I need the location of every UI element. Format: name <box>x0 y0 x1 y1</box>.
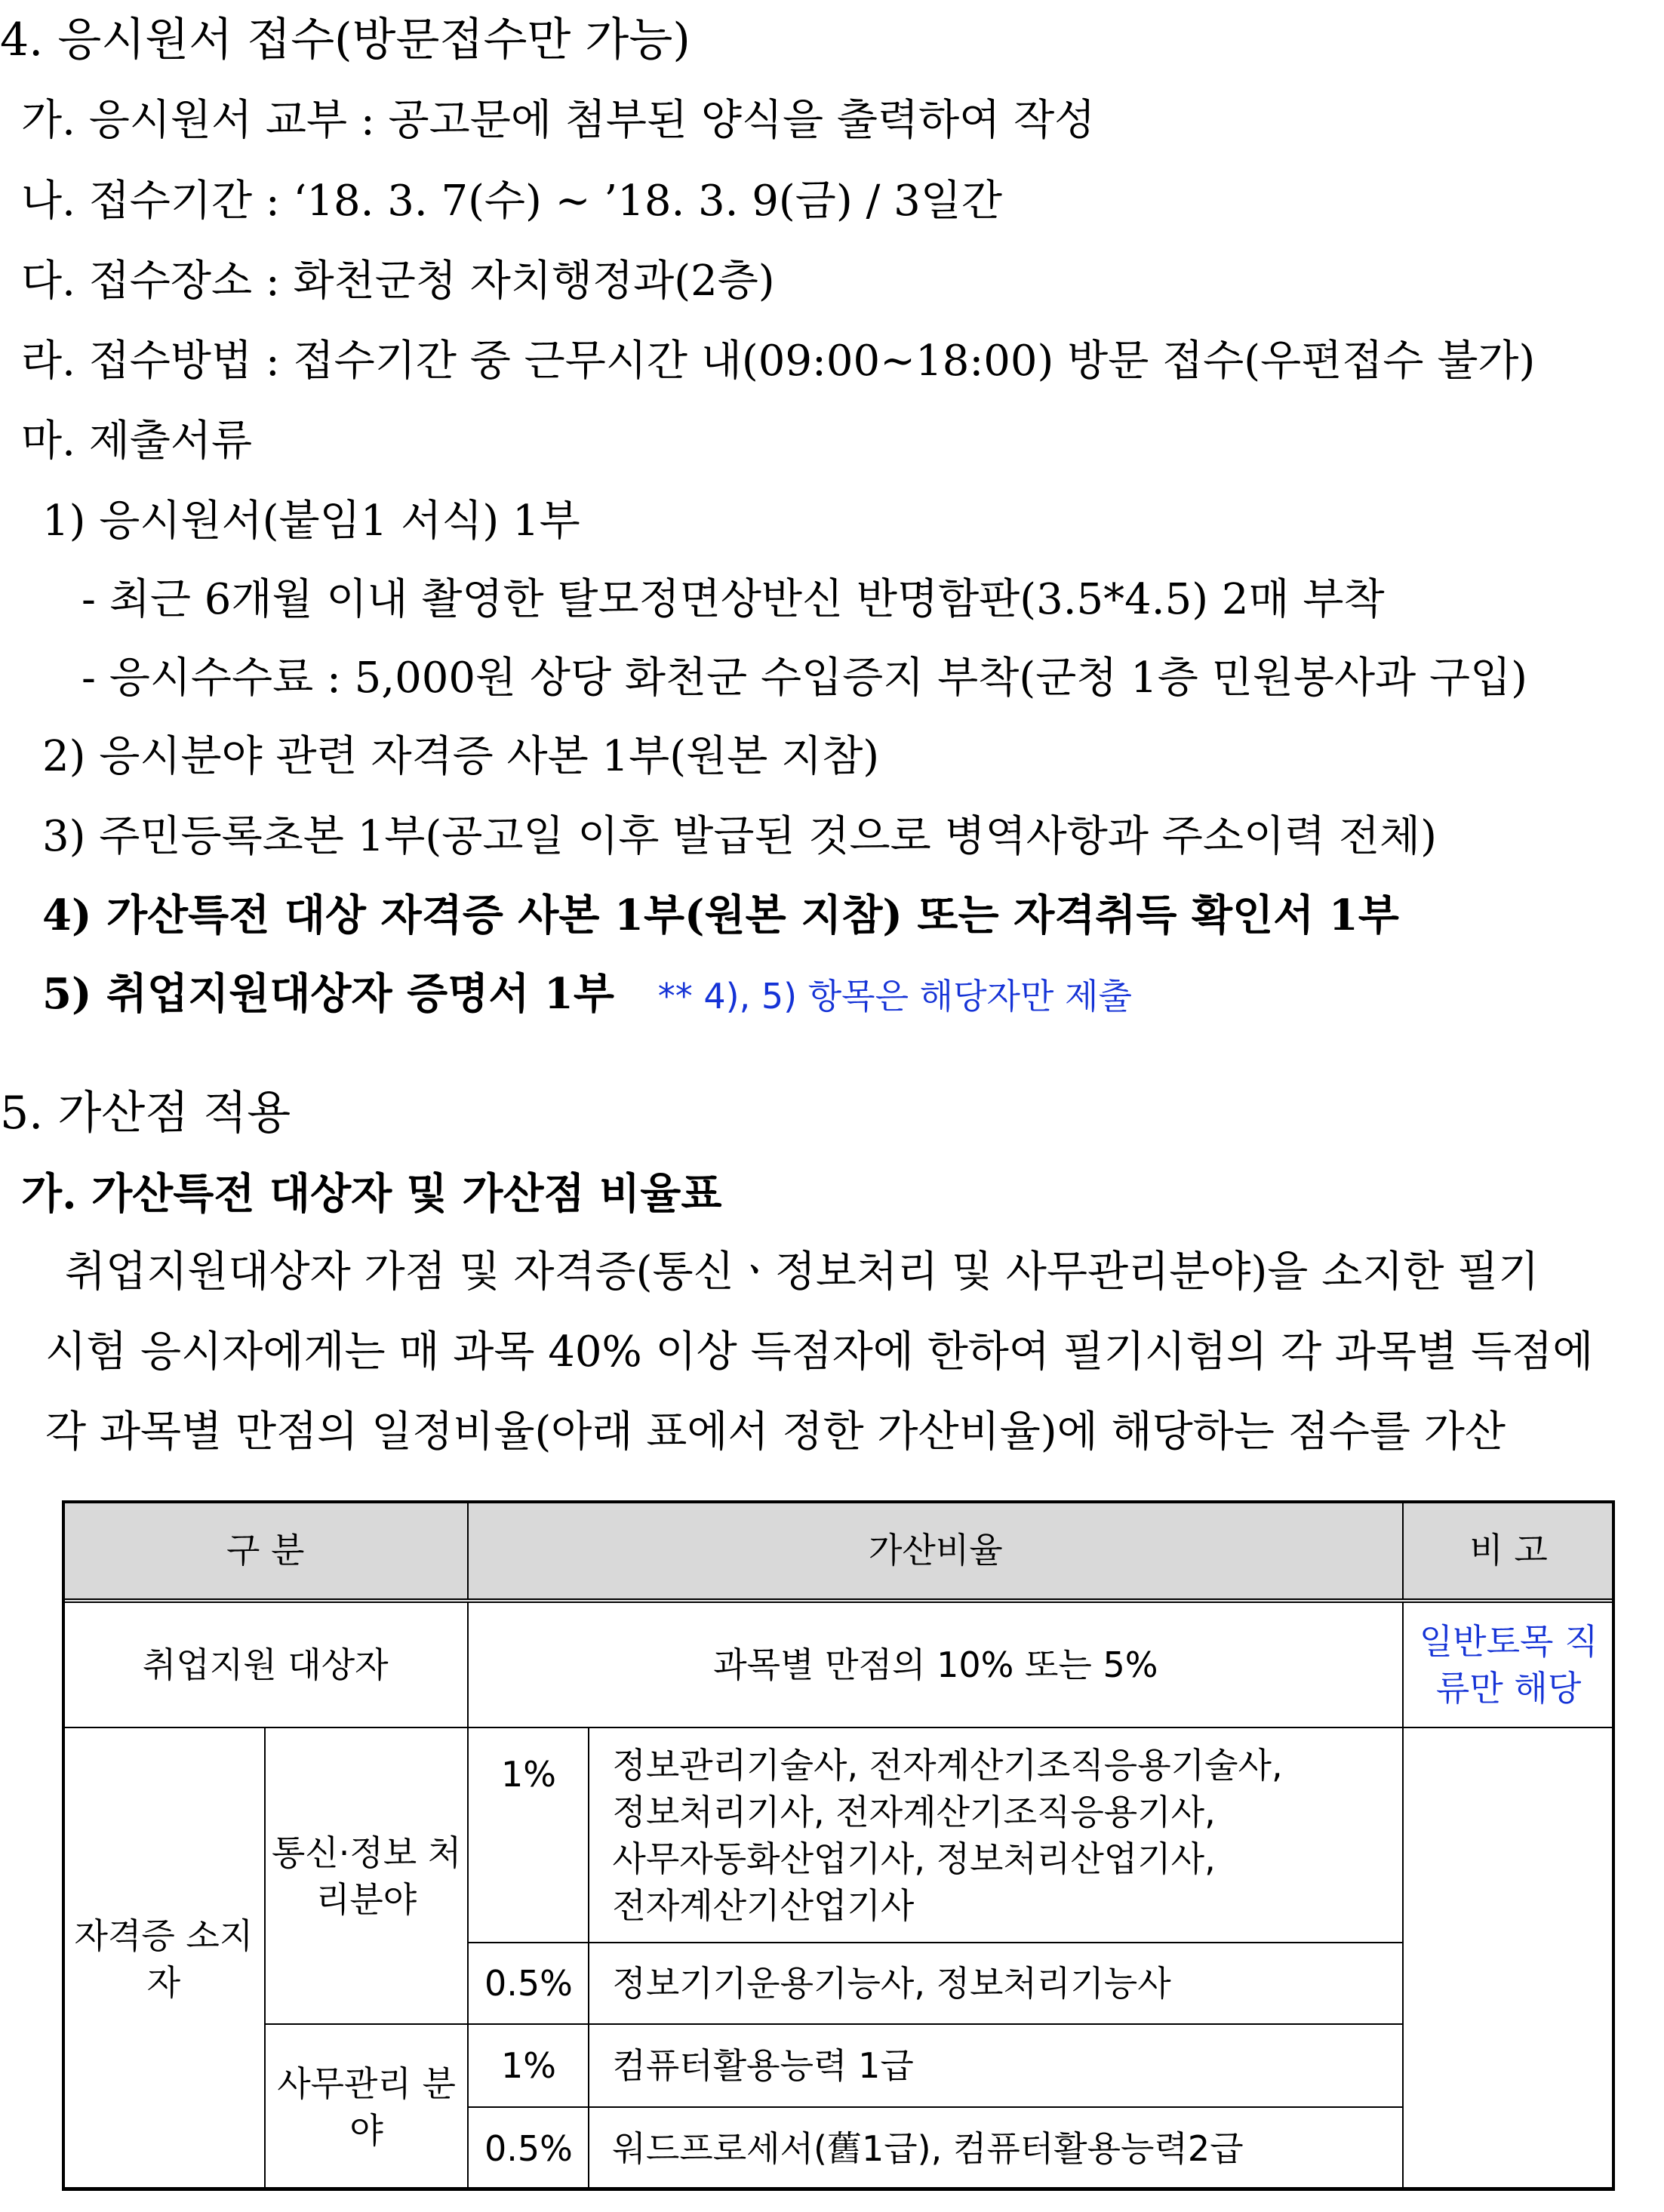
cert-list: 컴퓨터활용능력 1급 <box>589 2024 1403 2107</box>
item-da: 다. 접수장소 : 화천군청 자치행정과(2층) <box>21 257 775 306</box>
doc-4: 4) 가산특전 대상 자격증 사본 1부(원본 지참) 또는 자격취득 확인서 1부 <box>42 891 1399 940</box>
cert-item: 사무자동화산업기사, 정보처리산업기사, <box>612 1838 1216 1879</box>
rate-cell: 0.5% <box>468 2107 589 2190</box>
para-line-2: 시험 응시자에게는 매 과목 40% 이상 득점자에 한하여 필기시험의 각 과목별 득점에 <box>45 1328 1594 1377</box>
table-row <box>63 1601 1614 1727</box>
header-rate: 가산비율 <box>468 1501 1403 1601</box>
para-line-1: 취업지원대상자 가점 및 자격증(통신ㆍ정보처리 및 사무관리분야)을 소지한 필기 <box>65 1248 1539 1297</box>
cert-list: 정보기기운용기능사, 정보처리기능사 <box>589 1943 1403 2024</box>
doc-5-line <box>42 968 1132 1023</box>
table-row <box>63 2024 1614 2107</box>
doc-1-sub-1: - 최근 6개월 이내 촬영한 탈모정면상반신 반명함판(3.5*4.5) 2매 부착 <box>82 575 1385 624</box>
header-category: 구 분 <box>63 1501 468 1601</box>
rate-cell: 0.5% <box>468 1943 589 2024</box>
doc-1-sub-2: - 응시수수료 : 5,000원 상당 화천군 수입증지 부착(군청 1층 민원봉사과 구입) <box>82 654 1528 703</box>
group-telecom: 통신·정보 처리분야 <box>265 1727 469 2024</box>
section-4-title: 4. 응시원서 접수(방문접수만 가능) <box>0 14 691 66</box>
item-na: 나. 접수기간 : ‘18. 3. 7(수) ~ ’18. 3. 9(금) / 3일간 <box>21 177 1002 226</box>
doc-5: 5) 취업지원대상자 증명서 1부 <box>42 969 614 1019</box>
doc-1: 1) 응시원서(붙임1 서식) 1부 <box>42 497 580 546</box>
row1-category: 취업지원 대상자 <box>63 1601 468 1727</box>
cert-item: 정보처리기사, 전자계산기조직응용기사, <box>612 1791 1216 1832</box>
doc-2: 2) 응시분야 관련 자격증 사본 1부(원본 지참) <box>42 732 880 781</box>
header-note: 비 고 <box>1403 1501 1614 1601</box>
section-5-subtitle: 가. 가산특전 대상자 및 가산점 비율표 <box>21 1169 722 1219</box>
cert-item: 전자계산기산업기사 <box>612 1884 915 1926</box>
section-5-title: 5. 가산점 적용 <box>0 1087 291 1140</box>
rate-cell: 1% <box>468 2024 589 2107</box>
para-line-3: 각 과목별 만점의 일정비율(아래 표에서 정한 가산비율)에 해당하는 점수를 가산 <box>45 1407 1506 1457</box>
row1-note: 일반토목 직류만 해당 <box>1403 1601 1614 1727</box>
table-row <box>63 1727 1614 1943</box>
group-office: 사무관리 분 야 <box>265 2024 469 2190</box>
bonus-rate-table <box>62 1500 1615 2191</box>
cert-list <box>589 1727 1403 1943</box>
item-ra: 라. 접수방법 : 접수기간 중 근무시간 내(09:00~18:00) 방문 접수(우편접수 불가) <box>21 337 1536 386</box>
cert-list: 워드프로세서(舊1급), 컴퓨터활용능력2급 <box>589 2107 1403 2190</box>
cert-item: 정보관리기술사, 전자계산기조직응용기술사, <box>612 1744 1283 1786</box>
cert-holder-label: 자격증 소지자 <box>63 1727 265 2190</box>
item-ma: 마. 제출서류 <box>21 417 253 466</box>
row1-rate: 과목별 만점의 10% 또는 5% <box>468 1601 1403 1727</box>
table-header-row <box>63 1501 1614 1601</box>
rate-cell: 1% <box>468 1727 589 1943</box>
doc-5-note: ** 4), 5) 항목은 해당자만 제출 <box>657 976 1132 1017</box>
note-empty <box>1403 1727 1614 2190</box>
item-ga: 가. 응시원서 교부 : 공고문에 첨부된 양식을 출력하여 작성 <box>21 96 1096 145</box>
doc-3: 3) 주민등록초본 1부(공고일 이후 발급된 것으로 병역사항과 주소이력 전체) <box>42 812 1437 861</box>
